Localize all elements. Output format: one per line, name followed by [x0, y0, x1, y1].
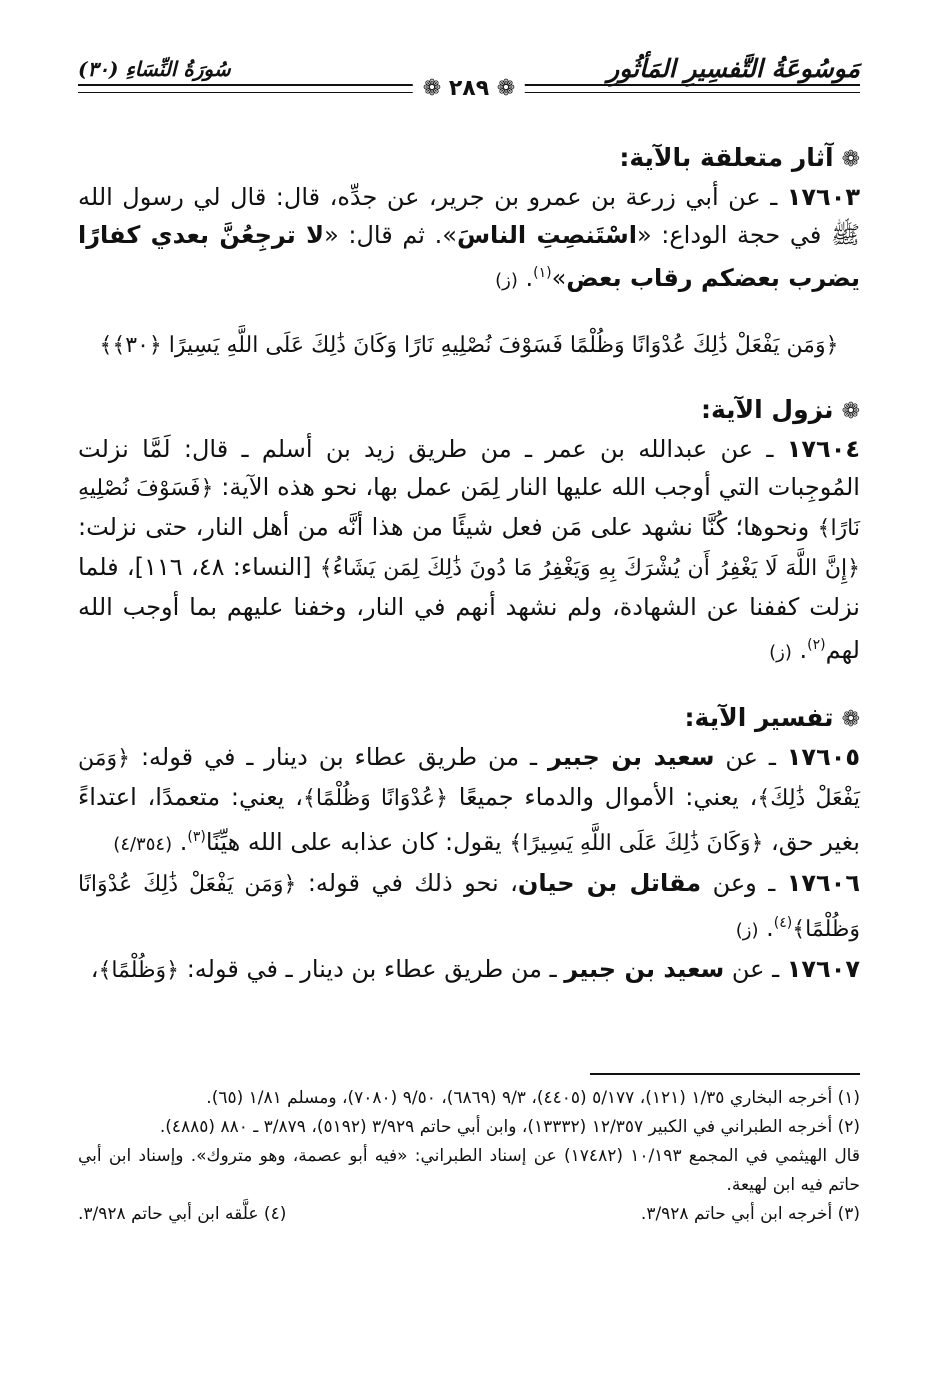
quran-quote: ﴿وَظُلْمًا﴾ — [98, 958, 180, 983]
text: . — [517, 264, 534, 292]
footnote-1: (١) أخرجه البخاري ١/٣٥ (١٢١)، ٥/١٧٧ (٤٤٠٥)، ٩/٣ (٦٨٦٩)، ٩/٥٠ (٧٠٨٠)، ومسلم ١/٨١ (٦٥). — [206, 1088, 860, 1108]
text: ـ عن — [724, 955, 787, 983]
heading-tafsir — [78, 700, 860, 738]
text: . — [791, 636, 808, 664]
source-marker: (ز) — [495, 270, 518, 291]
narration-number: ١٧٦٠٤ — [786, 435, 860, 463]
text: ». ثم قال: « — [324, 221, 457, 249]
quran-quote: ﴿عُدْوَانًا وَظُلْمًا﴾ — [303, 786, 448, 811]
quran-quote: ﴿وَمَن يَفْعَلْ ذَٰلِكَ عُدْوَانًا وَظُلْمًا﴾ — [78, 872, 860, 942]
page-body — [78, 140, 860, 990]
text: ـ عن عبدالله بن عمر ـ من طريق زيد بن أسلم ـ قال: لَمَّا نزلت المُوجِبات التي أوجب الله عليها النار لِمَن عمل بها، نحو هذه الآية: — [78, 435, 860, 501]
footnote-ref: (١) — [533, 265, 552, 281]
footnote-ref: (٣) — [187, 829, 206, 845]
heading-text: آثار متعلقة بالآية: — [619, 143, 834, 172]
narration-17606 — [78, 864, 860, 950]
footnote-3: (٣) أخرجه ابن أبي حاتم ٣/٩٢٨. — [640, 1204, 860, 1224]
text: ـ عن أبي زرعة بن عمرو بن جرير، عن جدِّه، قال: قال لي رسول الله ﷺ في حجة الوداع: « — [78, 183, 860, 249]
footnote-separator — [590, 1073, 860, 1075]
text: يقول: كان عذابه على الله هيِّنًا — [205, 828, 510, 856]
heading-text: نزول الآية: — [700, 395, 834, 424]
text: ـ وعن — [701, 869, 787, 897]
narrator-name: مقاتل بن حيان — [517, 869, 702, 897]
flower-ornament-icon: ❁ — [841, 147, 860, 172]
hadith-quote: لا ترجِعُنَّ بعدي كفارًا يضرب بعضكم رقاب بعض — [78, 221, 860, 292]
source-marker: (ز) — [769, 642, 792, 663]
text: ، نحو ذلك في قوله: — [296, 869, 518, 897]
text: ـ من طريق عطاء بن دينار ـ في قوله: — [130, 743, 548, 771]
heading-related-athar — [78, 140, 860, 178]
heading-revelation — [78, 392, 860, 430]
text: ونحوها؛ كُنَّا نشهد على مَن فعل شيئًا من هذا أنَّه من أهل النار، حتى نزلت: — [78, 513, 818, 541]
narration-17603 — [78, 178, 860, 300]
volume-reference: (٤/٣٥٤) — [113, 834, 173, 855]
footnote-2: (٢) أخرجه الطبراني في الكبير ١٢/٣٥٧ (١٣٣٣٢)، وابن أبي حاتم ٣/٩٢٩ (٥١٩٢)، ٣/٨٧٩ ـ ٨٨٠ (٤٨٨٥). — [159, 1117, 860, 1137]
surah-label: سُورَةُ النِّسَاءِ (٣٠) — [78, 57, 231, 81]
text: . — [758, 914, 774, 942]
running-header — [78, 48, 860, 100]
hadith-quote: اسْتَنصِتِ الناسَ — [456, 221, 637, 249]
narrator-name: سعيد بن جبير — [547, 743, 715, 771]
quran-quote: ﴿وَمَن يَفْعَلْ ذَٰلِكَ﴾ — [78, 746, 860, 811]
quran-verse-30: ﴿وَمَن يَفْعَلْ ذَٰلِكَ عُدْوَانًا وَظُلْمًا فَسَوْفَ نُصْلِيهِ نَارًا وَكَانَ ذَٰلِكَ عَلَى اللَّهِ يَسِيرًا ﴿٣٠﴾﴾ — [99, 333, 839, 358]
page-number: ❁ ٢٨٩ ❁ — [413, 76, 525, 101]
text: . — [172, 828, 188, 856]
footnote-2-comment: قال الهيثمي في المجمع ١٠/١٩٣ (١٧٤٨٢) عن إسناد الطبراني: «فيه أبو عصمة، وهو متروك». وإسناد ابن أبي حاتم فيه ابن لهيعة. — [78, 1146, 860, 1195]
quran-quote: ﴿وَكَانَ ذَٰلِكَ عَلَى اللَّهِ يَسِيرًا﴾ — [509, 831, 764, 856]
heading-text: تفسير الآية: — [684, 703, 834, 732]
footnote-4: (٤) علَّقه ابن أبي حاتم ٣/٩٢٨. — [78, 1204, 287, 1224]
narration-17604 — [78, 430, 860, 672]
book-title: مَوسُوعَةُ التَّفسِيرِ المَأثُورِ — [607, 54, 860, 83]
flower-ornament-icon: ❁ — [841, 707, 860, 732]
footnotes — [78, 1084, 860, 1229]
footnote-ref: (٤) — [773, 915, 793, 931]
quran-quote: ﴿فَسَوْفَ نُصْلِيهِ نَارًا﴾ — [78, 476, 860, 541]
narration-number: ١٧٦٠٥ — [786, 743, 861, 771]
text: ـ من طريق عطاء بن دينار ـ في قوله: — [179, 955, 565, 983]
narration-17605 — [78, 738, 860, 864]
narration-number: ١٧٦٠٦ — [786, 869, 860, 897]
narration-number: ١٧٦٠٧ — [786, 955, 860, 983]
text: ، يعني: الأموال والدماء جميعًا — [448, 783, 758, 811]
text: ، يعني: متعمدًا، اعتداءً بغير حق، — [78, 783, 860, 856]
quran-quote: ﴿إِنَّ اللَّهَ لَا يَغْفِرُ أَن يُشْرَكَ بِهِ وَيَغْفِرُ مَا دُونَ ذَٰلِكَ لِمَن يَشَاءُ﴾ — [319, 556, 861, 581]
text: ـ عن — [714, 743, 787, 771]
text: [النساء: ٤٨، ١١٦]، فلما نزلت كففنا عن الشهادة، ولم نشهد أنهم في النار، وخفنا عليهم بما أوجب الله لهم — [78, 553, 860, 664]
text: » — [551, 264, 567, 292]
narration-17607 — [78, 950, 860, 990]
narration-number: ١٧٦٠٣ — [786, 183, 860, 211]
source-marker: (ز) — [735, 920, 759, 941]
footnote-ref: (٢) — [807, 637, 826, 653]
flower-ornament-icon: ❁ — [841, 399, 860, 424]
footnotes-3-4 — [78, 1200, 860, 1229]
narrator-name: سعيد بن جبير — [564, 955, 725, 983]
text: ، — [90, 955, 99, 983]
